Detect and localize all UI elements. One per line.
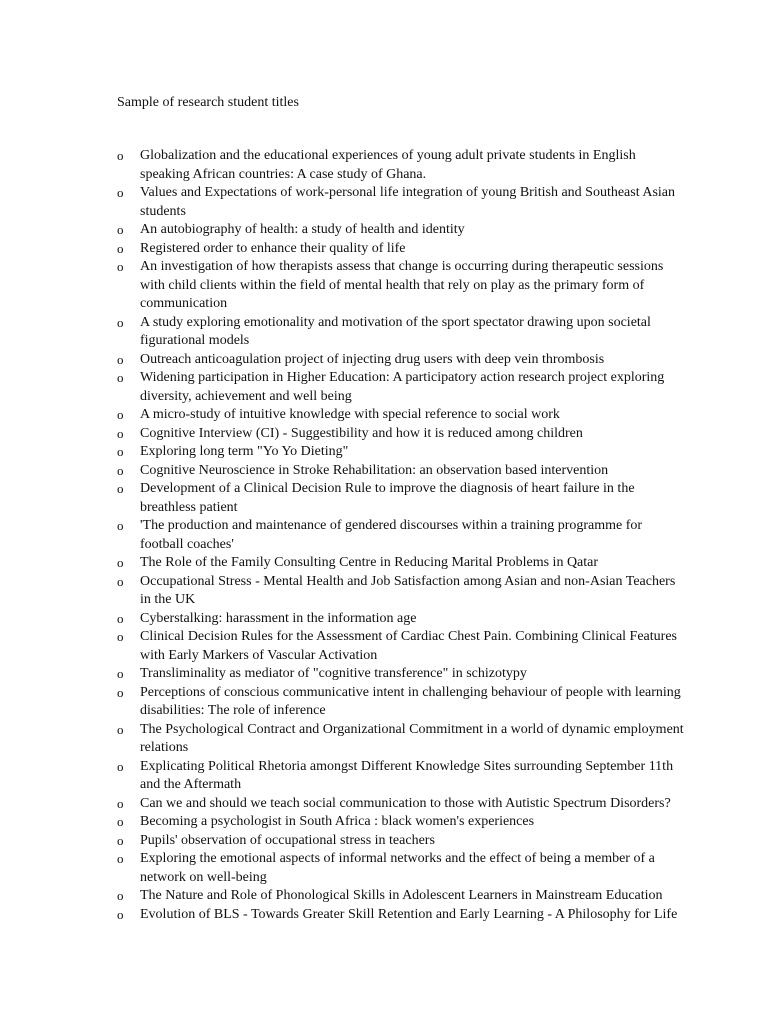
bullet-icon: o: [117, 481, 124, 496]
list-item: [0, 406, 768, 425]
list-item-text: Perceptions of conscious communicative intent in challenging behaviour of people with learning disabilities: The role of inference: [140, 684, 681, 718]
list-item: [0, 443, 768, 462]
list-item-text: 'The production and maintenance of gendered discourses within a training programme for football coaches': [140, 518, 643, 552]
list-item-text: Registered order to enhance their quality of life: [140, 240, 406, 256]
list-item-text: Becoming a psychologist in South Africa : black women's experiences: [140, 814, 535, 829]
bullet-icon: o: [117, 314, 124, 330]
list-item: [0, 758, 768, 795]
bullet-icon: o: [117, 851, 124, 866]
list-item: [0, 517, 768, 554]
bullet-icon: o: [117, 888, 124, 903]
research-titles-list: [0, 147, 768, 924]
list-item-text: Exploring long term "Yo Yo Dieting": [140, 444, 349, 459]
list-item: [0, 665, 768, 684]
list-item: [0, 554, 768, 573]
list-item-text: Pupils' observation of occupational stress in teachers: [140, 832, 435, 848]
list-item: [0, 832, 768, 851]
list-item: [0, 221, 768, 240]
bullet-icon: o: [117, 906, 124, 922]
list-item-text: A micro-study of intuitive knowledge with special reference to social work: [140, 407, 560, 422]
list-item-text: An autobiography of health: a study of health and identity: [140, 222, 465, 237]
list-item: [0, 369, 768, 406]
bullet-icon: o: [117, 259, 124, 274]
bullet-icon: o: [117, 684, 124, 700]
list-item: [0, 850, 768, 887]
list-item: [0, 351, 768, 370]
list-item-text: Cognitive Neuroscience in Stroke Rehabilitation: an observation based intervention: [140, 462, 609, 478]
list-item: [0, 314, 768, 351]
list-item: [0, 628, 768, 665]
list-item-text: Exploring the emotional aspects of informal networks and the effect of being a member of a network on well-being: [140, 851, 655, 885]
bullet-icon: o: [117, 462, 124, 478]
bullet-icon: o: [117, 573, 124, 589]
bullet-icon: o: [117, 721, 124, 737]
bullet-icon: o: [117, 407, 124, 422]
list-item: [0, 721, 768, 758]
list-item-text: Explicating Political Rhetoria amongst Different Knowledge Sites surrounding September 11th and the Aftermath: [140, 758, 674, 792]
bullet-icon: o: [117, 185, 124, 200]
bullet-icon: o: [117, 629, 124, 644]
list-item-text: Outreach anticoagulation project of injecting drug users with deep vein thrombosis: [140, 351, 605, 367]
bullet-icon: o: [117, 832, 124, 848]
list-item-text: The Psychological Contract and Organizational Commitment in a world of dynamic employment relations: [140, 721, 684, 755]
list-item-text: Clinical Decision Rules for the Assessment of Cardiac Chest Pain. Combining Clinical Features with Early Markers of Vascular Activation: [140, 629, 677, 663]
bullet-icon: o: [117, 610, 124, 626]
list-item: [0, 258, 768, 314]
list-item-text: Cyberstalking: harassment in the information age: [140, 610, 417, 626]
list-item-text: An investigation of how therapists assess that change is occurring during therapeutic sessions with child clients within the field of mental health that rely on play as the primary form of communication: [140, 259, 664, 311]
list-item-text: Can we and should we teach social communication to those with Autistic Spectrum Disorders?: [140, 795, 671, 811]
list-item-text: Widening participation in Higher Education: A participatory action research project exploring diversity, achievement and well being: [140, 370, 665, 404]
list-item: [0, 425, 768, 444]
bullet-icon: o: [117, 555, 124, 570]
list-item-text: Globalization and the educational experiences of young adult private students in English speaking African countries: A case study of Ghana.: [140, 148, 636, 182]
bullet-icon: o: [117, 758, 124, 774]
list-item: [0, 573, 768, 610]
list-item: [0, 684, 768, 721]
list-item: [0, 184, 768, 221]
bullet-icon: o: [117, 351, 124, 367]
list-item-text: Transliminality as mediator of "cognitive transference" in schizotypy: [140, 666, 527, 681]
list-item: [0, 906, 768, 925]
bullet-icon: o: [117, 425, 124, 441]
bullet-icon: o: [117, 666, 124, 681]
list-item: [0, 480, 768, 517]
bullet-icon: o: [117, 370, 124, 385]
bullet-icon: o: [117, 814, 124, 829]
list-item-text: A study exploring emotionality and motivation of the sport spectator drawing upon societal figurational models: [140, 314, 651, 348]
list-item-text: Occupational Stress - Mental Health and Job Satisfaction among Asian and non-Asian Teachers in the UK: [140, 573, 676, 607]
list-item: [0, 610, 768, 629]
bullet-icon: o: [117, 795, 124, 811]
list-item: [0, 147, 768, 184]
page-title: Sample of research student titles: [117, 95, 299, 110]
bullet-icon: o: [117, 222, 124, 237]
bullet-icon: o: [117, 148, 124, 163]
list-item: [0, 795, 768, 814]
list-item: [0, 462, 768, 481]
list-item-text: The Nature and Role of Phonological Skills in Adolescent Learners in Mainstream Education: [140, 888, 663, 903]
list-item: [0, 240, 768, 259]
list-item: [0, 813, 768, 832]
bullet-icon: o: [117, 444, 124, 459]
list-item-text: The Role of the Family Consulting Centre in Reducing Marital Problems in Qatar: [140, 555, 599, 570]
list-item-text: Values and Expectations of work-personal life integration of young British and Southeast Asian students: [140, 185, 676, 219]
list-item-text: Development of a Clinical Decision Rule to improve the diagnosis of heart failure in the breathless patient: [140, 481, 635, 515]
list-item: [0, 887, 768, 906]
bullet-icon: o: [117, 240, 124, 256]
bullet-icon: o: [117, 518, 124, 533]
list-item-text: Cognitive Interview (CI) - Suggestibility and how it is reduced among children: [140, 425, 583, 441]
list-item-text: Evolution of BLS - Towards Greater Skill Retention and Early Learning - A Philosophy for Life: [140, 906, 678, 922]
